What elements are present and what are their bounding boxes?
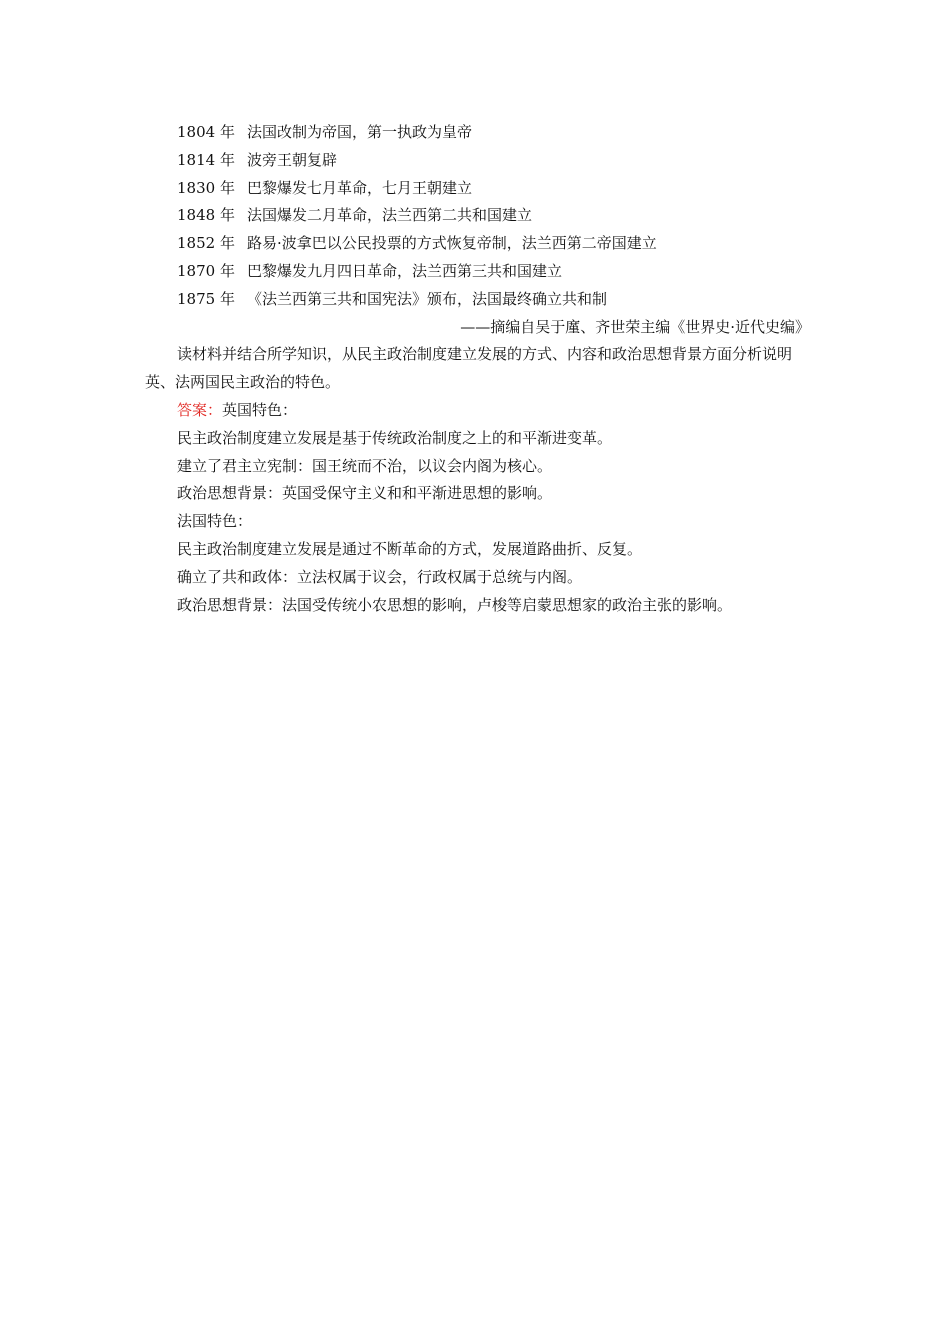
timeline-row — [145, 147, 810, 175]
source-citation: ——摘编自吴于廑、齐世荣主编《世界史·近代史编》 — [460, 317, 810, 336]
timeline-year: 1814 年 — [177, 150, 235, 169]
britain-heading: 英国特色： — [222, 400, 298, 419]
answer-line: 民主政治制度建立发展是基于传统政治制度之上的和平渐进变革。 — [177, 428, 613, 447]
timeline — [145, 119, 810, 314]
timeline-event: 法国爆发二月革命，法兰西第二共和国建立 — [247, 206, 533, 225]
timeline-year: 1830 年 — [177, 178, 235, 197]
answer-line: 政治思想背景：法国受传统小农思想的影响，卢梭等启蒙思想家的政治主张的影响。 — [177, 595, 733, 614]
timeline-event: 巴黎爆发七月革命，七月王朝建立 — [247, 178, 473, 197]
timeline-row — [145, 175, 810, 203]
timeline-row — [145, 202, 810, 230]
timeline-year: 1804 年 — [177, 123, 235, 141]
timeline-row — [145, 119, 810, 147]
document-content — [145, 119, 810, 619]
timeline-event: 巴黎爆发九月四日革命，法兰西第三共和国建立 — [247, 261, 563, 280]
answer-line: 民主政治制度建立发展是通过不断革命的方式，发展道路曲折、反复。 — [177, 539, 643, 558]
timeline-event: 《法兰西第三共和国宪法》颁布，法国最终确立共和制 — [247, 289, 608, 308]
france-heading: 法国特色： — [177, 512, 253, 531]
timeline-year: 1870 年 — [177, 261, 235, 280]
answer-line: 建立了君主立宪制：国王统而不治，以议会内阁为核心。 — [177, 456, 553, 475]
timeline-row — [145, 230, 810, 258]
question-text: 读材料并结合所学知识，从民主政治制度建立发展的方式、内容和政治思想背景方面分析说明英、法两国民主政治的特色。 — [145, 345, 793, 392]
answer-label: 答案： — [177, 400, 223, 419]
answer-line: 政治思想背景：英国受保守主义和和平渐进思想的影响。 — [177, 484, 553, 503]
timeline-year: 1848 年 — [177, 206, 235, 225]
timeline-year: 1875 年 — [177, 289, 235, 308]
timeline-event: 波旁王朝复辟 — [247, 150, 338, 169]
answer-header — [145, 397, 810, 425]
timeline-event: 路易·波拿巴以公民投票的方式恢复帝制，法兰西第二帝国建立 — [247, 234, 657, 253]
answer-line: 确立了共和政体：立法权属于议会，行政权属于总统与内阁。 — [177, 567, 583, 586]
timeline-year: 1852 年 — [177, 234, 235, 253]
answer-section — [145, 397, 810, 619]
timeline-event: 法国改制为帝国，第一执政为皇帝 — [247, 123, 473, 141]
timeline-row — [145, 286, 810, 314]
timeline-row — [145, 258, 810, 286]
